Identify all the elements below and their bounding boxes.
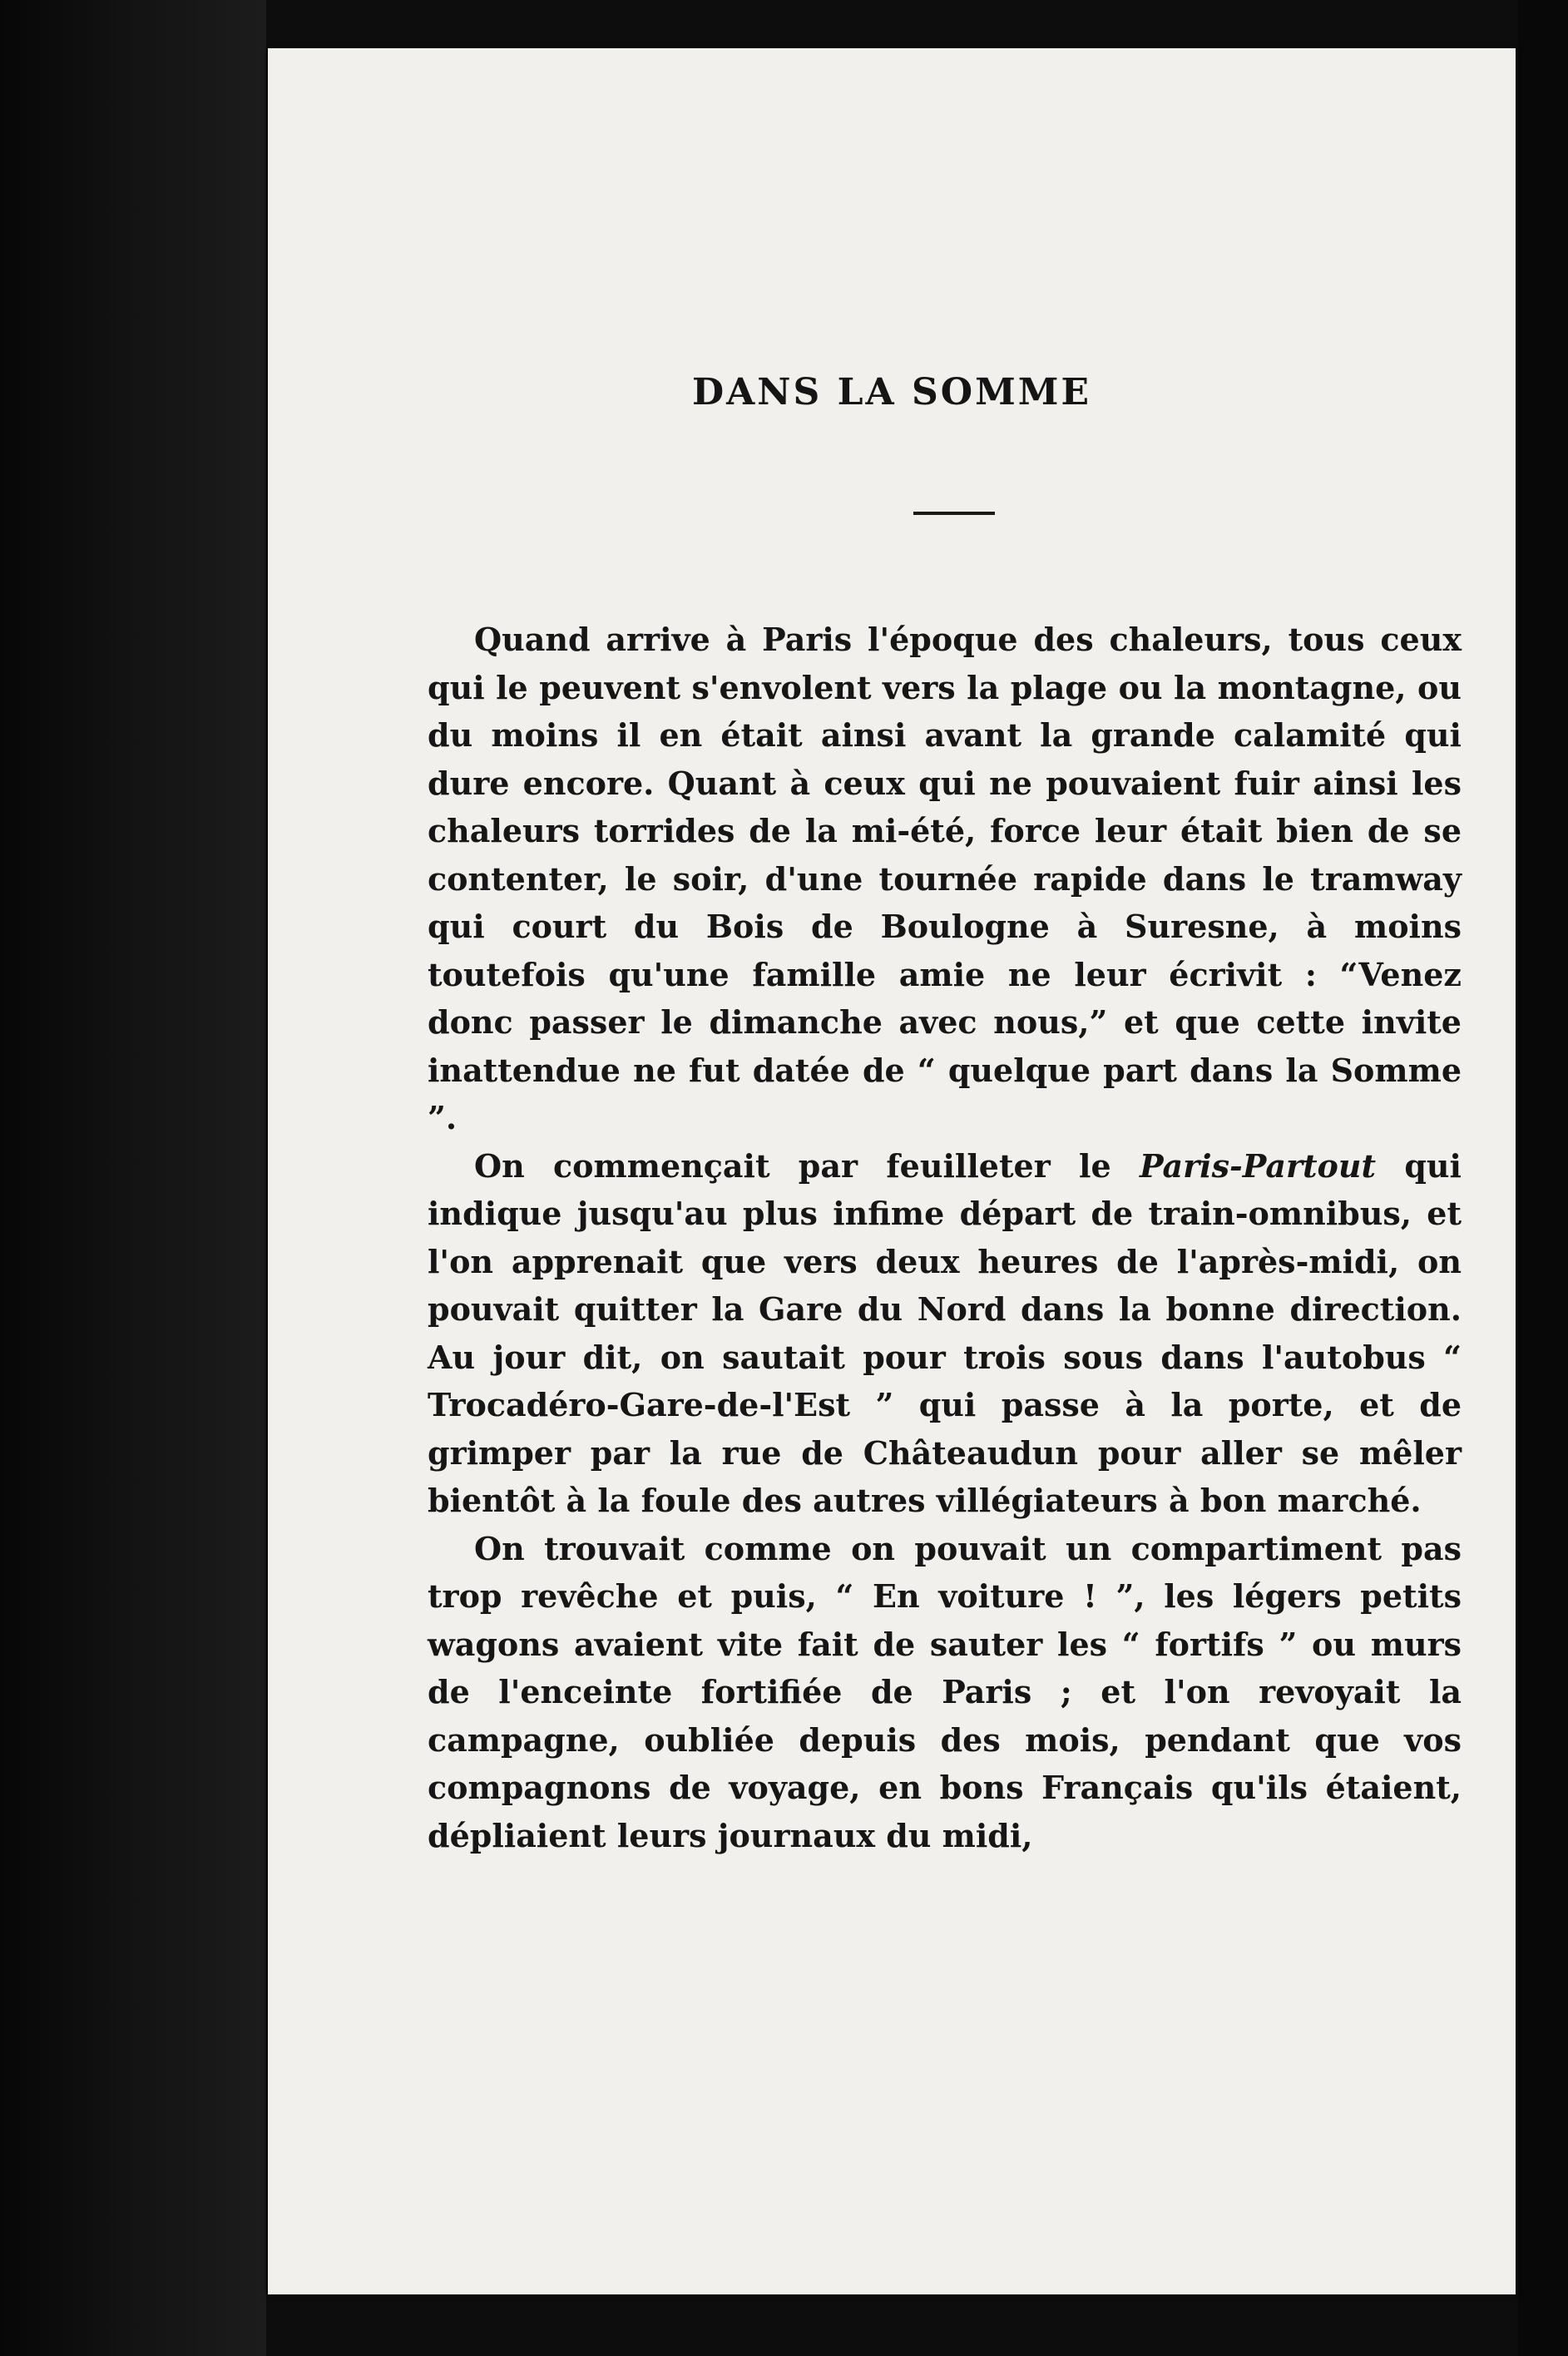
paragraph-2-text-start: On commençait par feuilleter le [474, 1146, 1140, 1185]
body-text [428, 616, 1462, 1859]
scan-border-right [1518, 0, 1568, 2356]
paragraph-1-text: Quand arrive à Paris l'époque des chaleurs, tous ceux qui le peuvent s'envolent vers la plage ou la montagne, ou du moins il en était ainsi avant la grande calamité qui dure encore. Quant à ceux qui ne pouvaient fuir ainsi les chaleurs torrides de la mi-été, force leur était bien de se contenter, le soir, d'une tournée rapide dans le tramway qui court du Bois de Boulogne à Suresne, à moins toutefois qu'une famille amie ne leur écrivit : “Venez donc passer le dimanche avec nous,” et que cette invite inattendue ne fut datée de “ quelque part dans la Somme ”. [428, 621, 1462, 1136]
paragraph-2 [428, 1142, 1462, 1525]
book-page [268, 48, 1516, 2294]
binding-shadow-left [0, 0, 266, 2356]
title-divider-rule [913, 512, 995, 515]
publication-title-italic: Paris-Partout [1139, 1146, 1377, 1185]
paragraph-2-text-end: qui indique jusqu'au plus infime départ de train-omnibus, et l'on apprenait que vers deux heures de l'après-midi, on pouvait quitter la Gare du Nord dans la bonne direction. Au jour dit, on sautait pour trois sous dans l'autobus “ Trocadéro-Gare-de-l'Est ” qui passe à la porte, et de grimper par la rue de Châteaudun pour aller se mêler bientôt à la foule des autres villégiateurs à bon marché. [428, 1146, 1462, 1519]
paragraph-1 [428, 616, 1462, 1142]
paragraph-3 [428, 1525, 1462, 1860]
chapter-title: DANS LA SOMME [691, 371, 1092, 413]
paragraph-3-text: On trouvait comme on pouvait un compartiment pas trop revêche et puis, “ En voiture ! ”, les légers petits wagons avaient vite fait de sauter les “ fortifs ” ou murs de l'enceinte fortifiée de Paris ; et l'on revoyait la campagne, oubliée depuis des mois, pendant que vos compagnons de voyage, en bons Français qu'ils étaient, dépliaient leurs journaux du midi, [428, 1529, 1462, 1854]
